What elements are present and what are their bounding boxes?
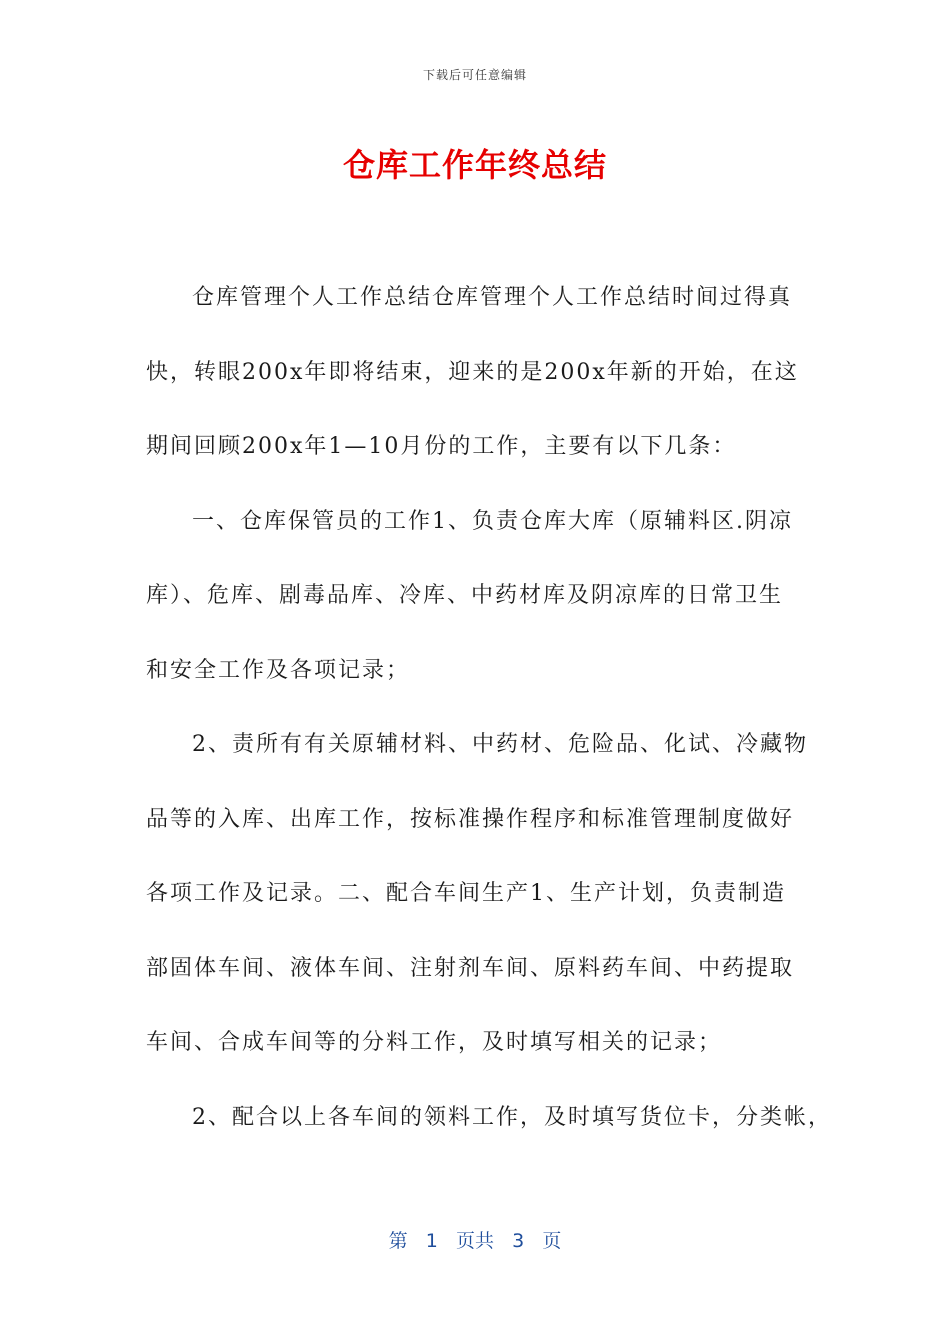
- body-line: 和安全工作及各项记录；: [146, 658, 411, 683]
- footer-prefix: 第: [388, 1230, 408, 1252]
- footer-current-page: 1: [425, 1230, 438, 1252]
- body-line: 快，转眼200x年即将结束，迎来的是200x年新的开始，在这: [146, 360, 799, 385]
- body-line: 部固体车间、液体车间、注射剂车间、原料药车间、中药提取: [146, 956, 795, 981]
- body-line: 库）、危库、剧毒品库、冷库、中药材库及阴凉库的日常卫生: [146, 583, 784, 608]
- body-line: 期间回顾200x年1—10月份的工作，主要有以下几条：: [146, 434, 737, 459]
- body-line: 一、仓库保管员的工作1、负责仓库大库（原辅料区.阴凉: [192, 509, 793, 534]
- document-title: 仓库工作年终总结: [342, 146, 607, 184]
- body-line: 仓库管理个人工作总结仓库管理个人工作总结时间过得真: [192, 285, 793, 310]
- page-footer: [0, 1226, 950, 1253]
- footer-suffix: 页: [542, 1230, 562, 1252]
- header-note: 下载后可任意编辑: [422, 68, 527, 82]
- body-line: 2、配合以上各车间的领料工作，及时填写货位卡，分类帐，: [192, 1105, 832, 1130]
- footer-mid: 页共: [455, 1230, 494, 1252]
- body-line: 2、责所有有关原辅材料、中药材、危险品、化试、冷藏物: [192, 732, 808, 757]
- body-line: 品等的入库、出库工作，按标准操作程序和标准管理制度做好: [146, 807, 795, 832]
- body-line: 各项工作及记录。二、配合车间生产1、生产计划，负责制造: [146, 881, 786, 906]
- body-line: 车间、合成车间等的分料工作，及时填写相关的记录；: [146, 1030, 723, 1055]
- footer-total-pages: 3: [512, 1230, 525, 1252]
